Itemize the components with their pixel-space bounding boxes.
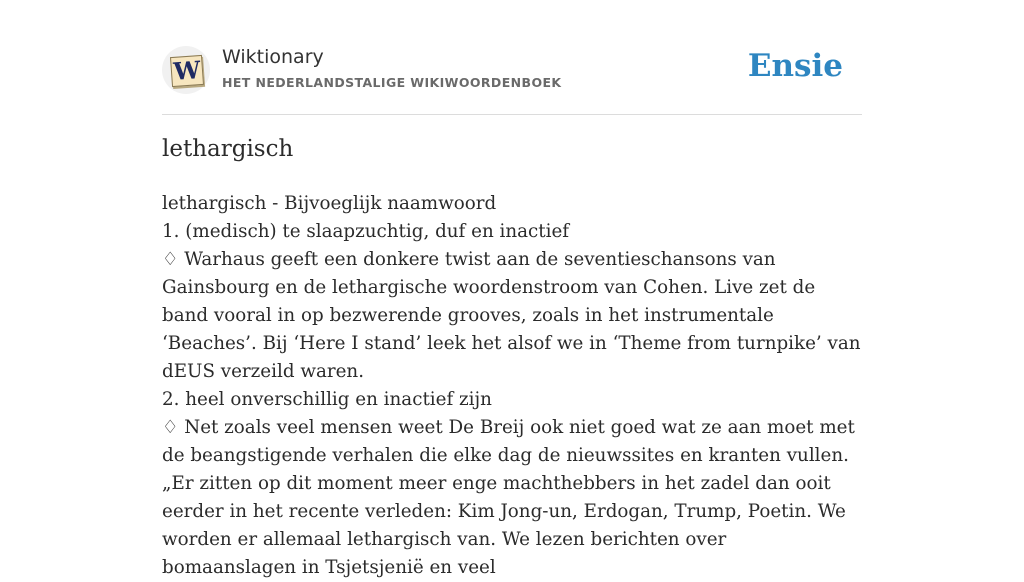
entry-headline: lethargisch - Bijvoeglijk naamwoord [162, 193, 497, 214]
page-title: lethargisch [162, 136, 294, 162]
ensie-brand-link[interactable]: Ensie [747, 48, 843, 84]
example-2: ♢ Net zoals veel mensen weet De Breij ook niet goed wat ze aan moet met de beangstigende verhalen die elke dag de nieuwssites en kranten vullen. „Er zitten op dit moment meer enge machthebbers in het zadel dan ooit eerder in het recente verleden: Kim Jong-un, Erdogan, Trump, Poetin. We worden er allemaal lethargisch van. We lezen berichten over bomaanslagen in Tsjetsjenië en veel [162, 417, 855, 578]
site-header [162, 44, 862, 115]
wiktionary-logo-icon[interactable] [162, 46, 210, 94]
sense-2: 2. heel onverschillig en inactief zijn [162, 389, 492, 410]
logo-tile: W [170, 55, 204, 87]
example-1: ♢ Warhaus geeft een donkere twist aan de seventieschansons van Gainsbourg en de lethargische woordenstroom van Cohen. Live zet de band vooral in op bezwerende grooves, zoals in het instrumentale ‘Beaches’. Bij ‘Here I stand’ leek het alsof we in ‘Theme from turnpike’ van dEUS verzeild waren. [162, 249, 861, 382]
entry-content [162, 190, 862, 582]
site-tagline: HET NEDERLANDSTALIGE WIKIWOORDENBOEK [222, 75, 562, 90]
site-title[interactable]: Wiktionary [222, 46, 324, 68]
sense-1: 1. (medisch) te slaapzuchtig, duf en inactief [162, 221, 570, 242]
page [162, 0, 862, 578]
